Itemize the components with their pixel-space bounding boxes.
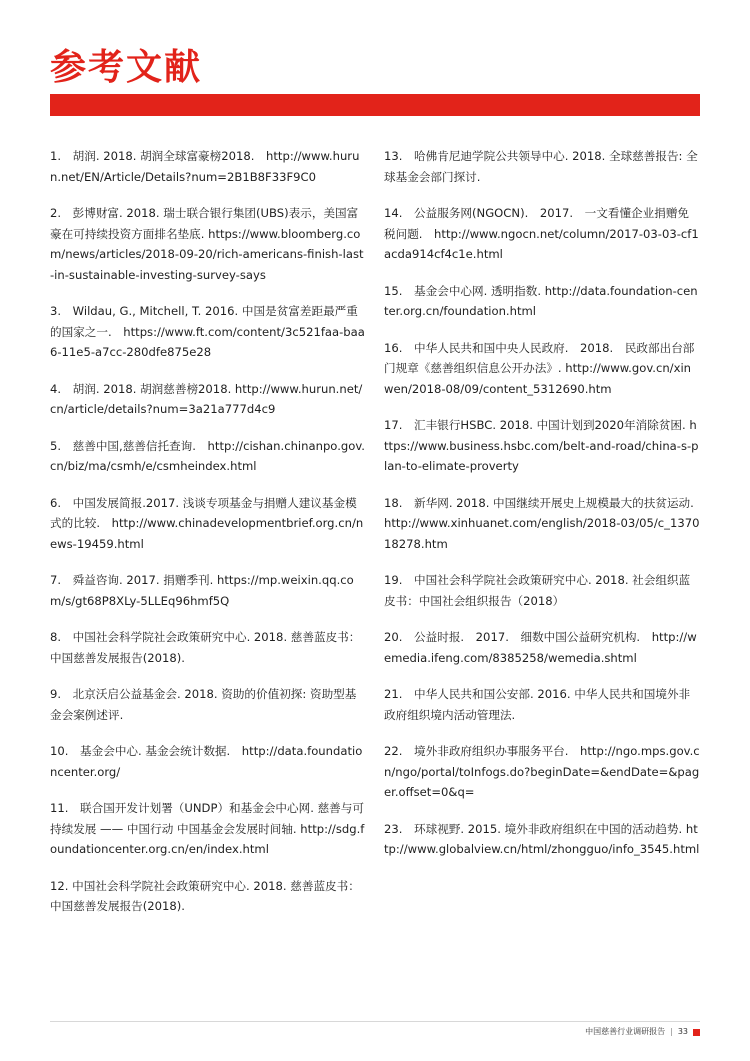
reference-item: 17. 汇丰银行HSBC. 2018. 中国计划到2020年消除贫困. https://www.business.hsbc.com/belt-and-road/china-s-plan-to-elimate-proverty xyxy=(384,418,699,473)
footer-separator: | xyxy=(670,1027,673,1036)
page-number: 33 xyxy=(677,1027,688,1036)
reference-item: 10. 基金会中心. 基金会统计数据. http://data.foundationcenter.org/ xyxy=(50,744,363,779)
reference-item: 12. 中国社会科学院社会政策研究中心. 2018. 慈善蓝皮书：中国慈善发展报告(2018). xyxy=(50,878,360,913)
reference-item: 16. 中华人民共和国中央人民政府. 2018. 民政部出台部门规章《慈善组织信息公开办法》. http://www.gov.cn/xinwen/2018-08/09/content_5312690.htm xyxy=(384,340,695,396)
reference-item: 20. 公益时报. 2017. 细数中国公益研究机构. http://wemedia.ifeng.com/8385258/wemedia.shtml xyxy=(384,630,697,665)
reference-item: 8. 中国社会科学院社会政策研究中心. 2018. 慈善蓝皮书：中国慈善发展报告(2018). xyxy=(50,630,361,665)
references-left-column xyxy=(50,146,366,933)
reference-item: 23. 环球视野. 2015. 境外非政府组织在中国的活动趋势. http://www.globalview.cn/html/zhongguo/info_3545.html xyxy=(384,821,700,856)
reference-item: 18. 新华网. 2018. 中国继续开展史上规模最大的扶贫运动. http://www.xinhuanet.com/english/2018-03/05/c_137018278.htm xyxy=(384,495,700,551)
reference-item: 1. 胡润. 2018. 胡润全球富豪榜2018. http://www.hurun.net/EN/Article/Details?num=2B1B8F33F9C0 xyxy=(50,149,360,184)
reference-item: 5. 慈善中国,慈善信托查询. http://cishan.chinanpo.gov.cn/biz/ma/csmh/e/csmheindex.html xyxy=(50,438,365,473)
reference-item: 7. 舜益咨询. 2017. 捐赠季刊. https://mp.weixin.qq.com/s/gt68P8XLy-5LLEq96hmf5Q xyxy=(50,573,354,608)
reference-item: 9. 北京沃启公益基金会. 2018. 资助的价值初探: 资助型基金会案例述评. xyxy=(50,687,357,722)
reference-item: 13. 哈佛肯尼迪学院公共领导中心. 2018. 全球慈善报告: 全球基金会部门探讨. xyxy=(384,149,698,184)
footer-divider xyxy=(50,1021,700,1022)
red-square-icon xyxy=(693,1029,700,1036)
reference-item: 22. 境外非政府组织办事服务平台. http://ngo.mps.gov.cn/ngo/portal/toInfogs.do?beginDate=&endDate=&pager.offset=0&q= xyxy=(384,744,700,799)
reference-item: 14. 公益服务网(NGOCN). 2017. 一文看懂企业捐赠免税问题. http://www.ngocn.net/column/2017-03-03-cf1acda914cf4c1e.html xyxy=(384,206,699,261)
footer-report-name: 中国慈善行业调研报告 xyxy=(585,1027,666,1036)
page-footer xyxy=(585,1026,700,1038)
page-title: 参考文献 xyxy=(50,47,203,88)
reference-item: 2. 彭博财富. 2018. 瑞士联合银行集团(UBS)表示，美国富豪在可持续投资方面排名垫底. https://www.bloomberg.com/news/articles/2018-09-20/rich-americans-finish-last-in-sustainable-investing-survey-says xyxy=(50,206,364,282)
title-bar xyxy=(50,94,700,116)
reference-item: 15. 基金会中心网. 透明指数. http://data.foundation-center.org.cn/foundation.html xyxy=(384,283,698,318)
references-right-column xyxy=(384,146,700,876)
reference-item: 3. Wildau, G., Mitchell, T. 2016. 中国是贫富差距最严重的国家之一. https://www.ft.com/content/3c521faa-baa6-11e5-a7cc-280dfe875e28 xyxy=(50,304,365,359)
reference-item: 19. 中国社会科学院社会政策研究中心. 2018. 社会组织蓝皮书：中国社会组织报告（2018） xyxy=(384,573,691,608)
reference-item: 4. 胡润. 2018. 胡润慈善榜2018. http://www.hurun.net/cn/article/details?num=3a21a777d4c9 xyxy=(50,381,363,416)
reference-item: 6. 中国发展简报.2017. 浅谈专项基金与捐赠人建议基金模式的比较. http://www.chinadevelopmentbrief.org.cn/news-19459.html xyxy=(50,495,364,551)
reference-item: 21. 中华人民共和国公安部. 2016. 中华人民共和国境外非政府组织境内活动管理法. xyxy=(384,687,691,722)
reference-item: 11. 联合国开发计划署（UNDP）和基金会中心网. 慈善与可持续发展 —— 中国行动 中国基金会发展时间轴. http://sdg.foundationcenter.org.cn/en/index.html xyxy=(50,801,365,856)
